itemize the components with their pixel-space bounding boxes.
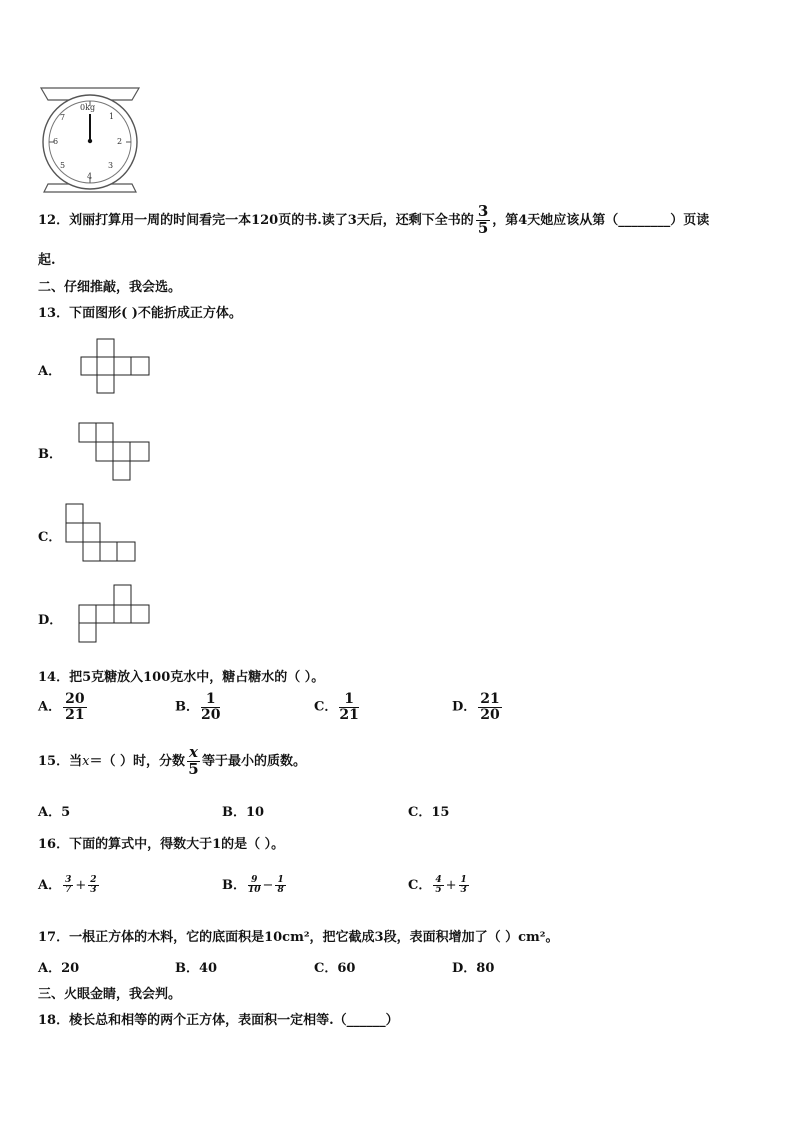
question-12 (38, 204, 709, 237)
scale-number-4: 4 (87, 172, 93, 181)
cube-net-option-b (78, 422, 152, 482)
scale-number-7: 7 (60, 113, 66, 122)
question-number: 12． (38, 212, 70, 228)
scale-number-2: 2 (117, 137, 123, 146)
scale-number-1: 1 (109, 112, 115, 121)
question-text: 刘丽打算用一周的时间看完一本120页的书.读了3天后，还剩下全书的 (69, 212, 474, 228)
question-number: 15． (38, 753, 70, 769)
q16-option-b: B． $\frac{9}{10}$ − $\frac{1}{8}$ (222, 874, 284, 895)
option-c-label: C． (38, 530, 62, 545)
q15-option-a: A．5 (38, 805, 71, 820)
question-13 (38, 302, 242, 321)
question-number: 17． (38, 930, 70, 945)
q16-option-c: C． $\frac{4}{5}$ + $\frac{1}{3}$ (408, 874, 467, 895)
q17-option-b: B．40 (175, 961, 218, 976)
question-number: 18． (38, 1013, 70, 1028)
cube-net-option-d (78, 584, 152, 644)
q16-option-a: A． $\frac{3}{7}$ + $\frac{2}{3}$ (38, 874, 97, 895)
question-text: 一根正方体的木料，它的底面积是10cm²，把它截成3段，表面积增加了（ ）cm²。 (69, 930, 559, 945)
question-text: 棱长总和相等的两个正方体，表面积一定相等.（______） (69, 1013, 399, 1028)
q14-option-b: B． $\frac{1}{20}$ (175, 691, 221, 723)
question-15: 15．当x＝（ ）时，分数 $\frac{x}{5}$ 等于最小的质数。 (38, 743, 306, 778)
q14-option-d: D． $\frac{21}{20}$ (452, 691, 500, 723)
q14-option-a: A． $\frac{20}{21}$ (38, 691, 85, 723)
scale-number-6: 6 (53, 137, 59, 146)
kitchen-scale-figure (38, 84, 142, 194)
question-12-continuation: 起. (38, 253, 56, 268)
fraction-x-over-5: $\frac{x}{5}$ (188, 743, 199, 778)
q17-option-d: D．80 (452, 961, 495, 976)
fraction-three-fifths: $\frac{3}{5}$ (477, 202, 489, 237)
option-b-label: B． (38, 447, 62, 462)
cube-net-option-c (65, 503, 139, 563)
q17-option-a: A．20 (38, 961, 80, 976)
question-text: 把5克糖放入100克水中，糖占糖水的（ ）。 (69, 670, 325, 685)
q15-option-b: B．10 (222, 805, 265, 820)
scale-number-3: 3 (108, 161, 114, 170)
question-16 (38, 833, 284, 852)
question-number: 13． (38, 306, 70, 321)
question-number: 16． (38, 837, 70, 852)
question-17 (38, 926, 559, 945)
scale-number-5: 5 (60, 161, 66, 170)
question-text-cont: ，第4天她应该从第（________）页读 (492, 212, 710, 228)
q17-option-c: C．60 (314, 961, 356, 976)
section-heading-judge: 三、火眼金睛，我会判。 (38, 987, 182, 1002)
option-d-label: D． (38, 613, 63, 628)
q15-option-c: C．15 (408, 805, 450, 820)
section-heading-choose: 二、仔细推敲，我会选。 (38, 280, 182, 295)
option-a-label: A． (38, 364, 62, 379)
question-14 (38, 666, 324, 685)
variable-x: x (82, 753, 90, 769)
q14-option-c: C． $\frac{1}{21}$ (314, 691, 359, 723)
question-text: 下面图形( )不能折成正方体。 (69, 306, 242, 321)
question-18 (38, 1009, 399, 1028)
scale-label-0kg: 0kg (80, 103, 96, 112)
cube-net-option-a (80, 338, 152, 394)
question-text: 下面的算式中，得数大于1的是（ ）。 (69, 837, 285, 852)
question-number: 14． (38, 670, 70, 685)
